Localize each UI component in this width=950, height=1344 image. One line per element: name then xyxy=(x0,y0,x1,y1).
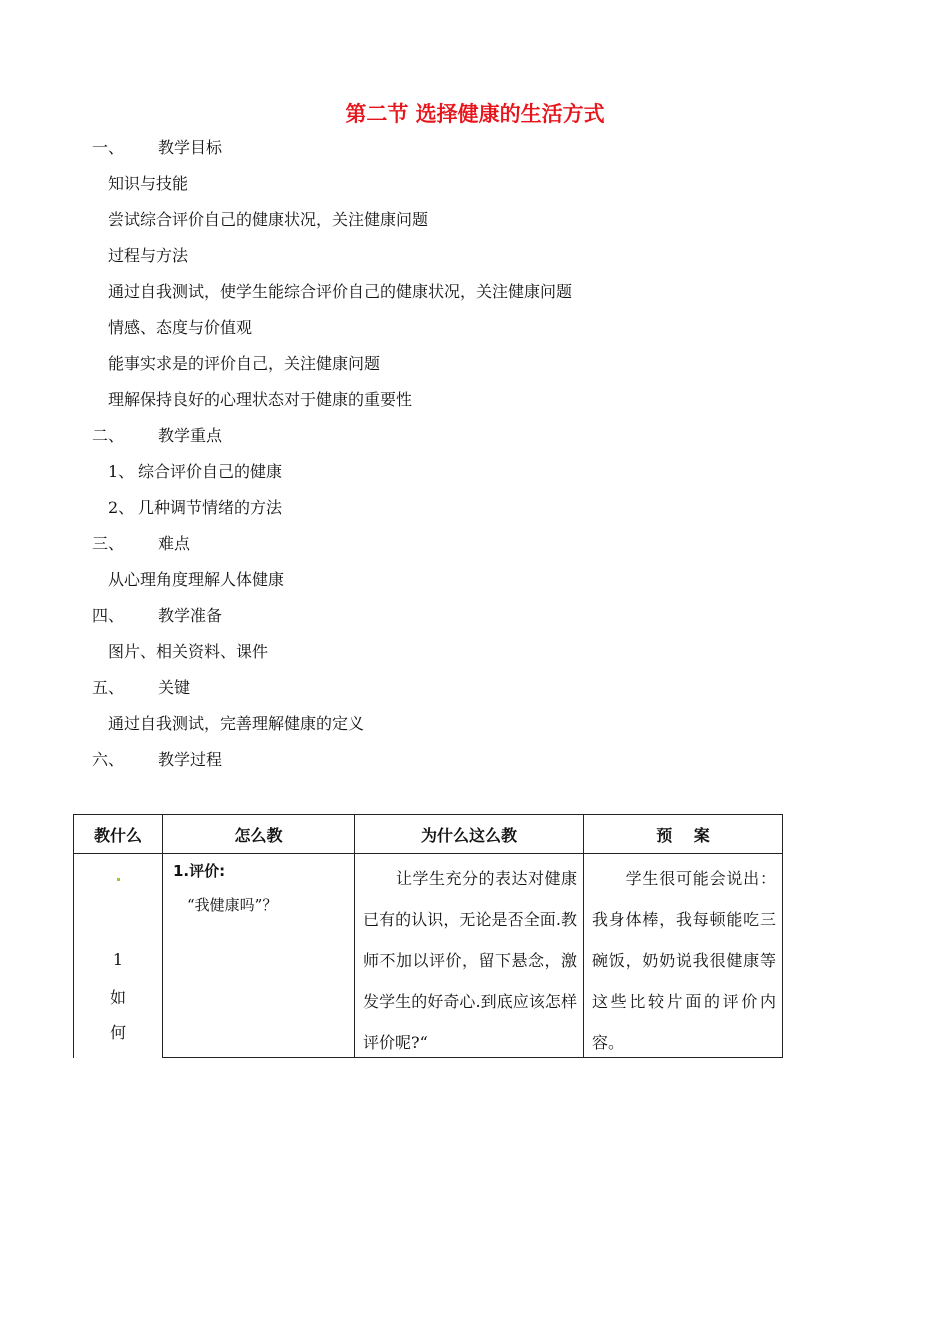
section-number: 二、 xyxy=(92,426,125,445)
difficulty-text: 从心理角度理解人体健康 xyxy=(108,570,285,589)
what-char: 何 xyxy=(109,1023,126,1042)
section-number: 六、 xyxy=(92,750,125,769)
section-title: 教学目标 xyxy=(158,138,223,157)
teaching-process-table xyxy=(73,814,783,1058)
header-plan: 预 案 xyxy=(584,815,783,854)
table-header-row xyxy=(74,815,783,854)
how-title: 1.评价: xyxy=(173,862,226,880)
objective-line: 尝试综合评价自己的健康状况，关注健康问题 xyxy=(108,210,429,229)
section-title: 教学重点 xyxy=(158,426,223,445)
page-title: 第二节 选择健康的生活方式 xyxy=(345,102,605,126)
header-how: 怎么教 xyxy=(163,815,355,854)
why-text: 让学生充分的表达对健康已有的认识，无论是否全面.教师不加以评价，留下悬念，激发学生的好奇心.到底应该怎样评价呢?“ xyxy=(363,869,577,1052)
how-question: “我健康吗”？ xyxy=(187,896,278,914)
objective-line: 情感、态度与价值观 xyxy=(108,318,253,337)
table-row xyxy=(74,854,783,1058)
what-cell xyxy=(74,854,163,1058)
how-cell xyxy=(163,854,355,1058)
key-point-text: 综合评价自己的健康 xyxy=(138,462,283,481)
section-title: 教学过程 xyxy=(158,750,223,769)
marker-dot xyxy=(117,878,120,881)
key-point-number: 2、 xyxy=(108,498,135,517)
objective-line: 能事实求是的评价自己，关注健康问题 xyxy=(108,354,381,373)
preparation-text: 图片、相关资料、课件 xyxy=(108,642,269,661)
header-what: 教什么 xyxy=(74,815,163,854)
header-why: 为什么这么教 xyxy=(355,815,584,854)
section-title: 关键 xyxy=(158,678,191,697)
why-cell xyxy=(355,854,584,1058)
objective-line: 知识与技能 xyxy=(108,174,189,193)
what-number: 1 xyxy=(112,950,124,969)
section-number: 四、 xyxy=(92,606,125,625)
section-number: 一、 xyxy=(92,138,125,157)
objective-line: 过程与方法 xyxy=(108,246,189,265)
plan-text: 学生很可能会说出：我身体棒，我每顿能吃三碗饭，奶奶说我很健康等这些比较片面的评价内容。 xyxy=(592,869,776,1052)
section-number: 三、 xyxy=(92,534,125,553)
key-text: 通过自我测试，完善理解健康的定义 xyxy=(108,714,365,733)
section-number: 五、 xyxy=(92,678,125,697)
objective-line: 通过自我测试，使学生能综合评价自己的健康状况，关注健康问题 xyxy=(108,282,573,301)
objective-line: 理解保持良好的心理状态对于健康的重要性 xyxy=(108,390,413,409)
what-char: 如 xyxy=(109,988,126,1007)
plan-cell xyxy=(584,854,783,1058)
section-title: 难点 xyxy=(158,534,191,553)
key-point-number: 1、 xyxy=(108,462,135,481)
section-title: 教学准备 xyxy=(158,606,223,625)
key-point-text: 几种调节情绪的方法 xyxy=(138,498,283,517)
